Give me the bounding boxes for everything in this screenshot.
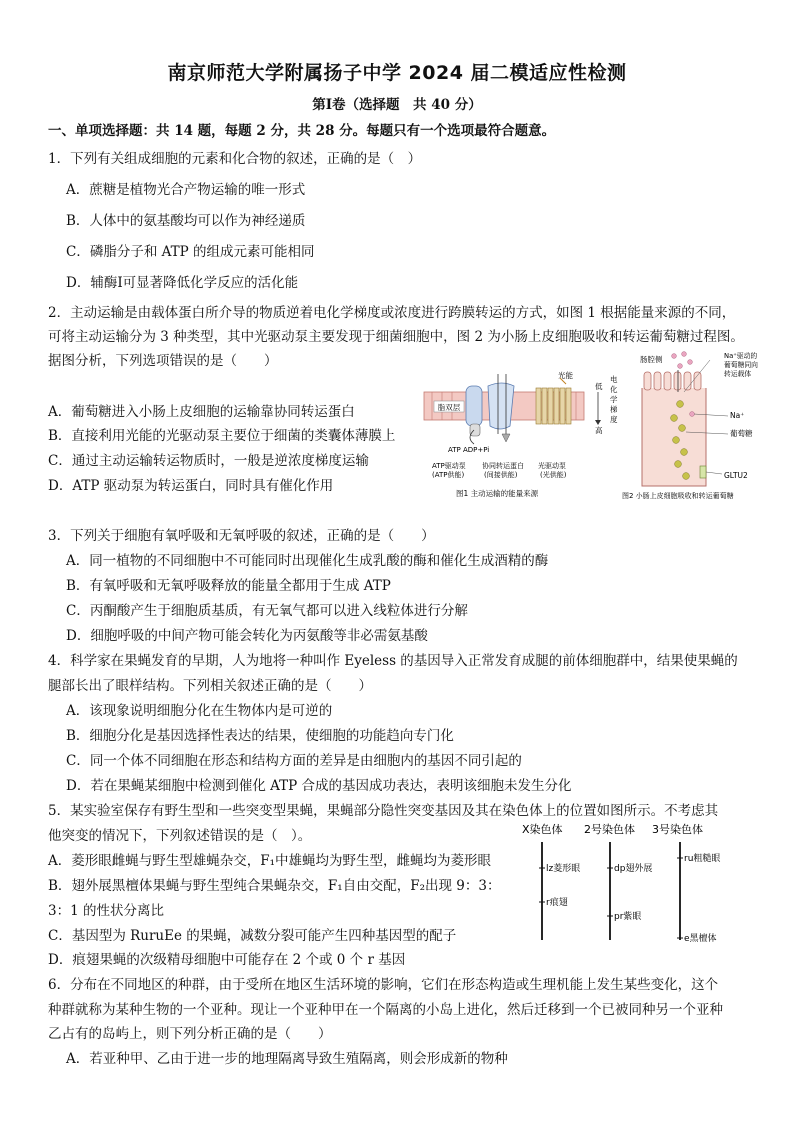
q2-option-a: A．葡萄糖进入小肠上皮细胞的运输靠协同转运蛋白 — [48, 404, 355, 420]
q4-stem-line-2: 腿部长出了眼样结构。下列相关叙述正确的是（ ） — [48, 678, 372, 694]
q5-option-b: B．翅外展黑檀体果蝇与野生型纯合果蝇杂交，F₁自由交配，F₂出现 9：3： — [48, 878, 501, 894]
q3-option-a: A．同一植物的不同细胞中不可能同时出现催化生成乳酸的酶和催化生成酒精的酶 — [66, 553, 549, 569]
light-pump-caption-1: 光驱动泵 — [538, 462, 566, 470]
q5-option-a: A．菱形眼雌蝇与野生型雄蝇杂交，F₁中雄蝇均为野生型，雌蝇均为菱形眼 — [48, 853, 492, 869]
q1-option-d: D．辅酶Ⅰ可显著降低化学反应的活化能 — [66, 275, 299, 291]
section-heading: 一、单项选择题：共 14 题，每题 2 分，共 28 分。每题只有一个选项最符合题意。 — [48, 123, 556, 139]
q5-option-b-cont: 3：1 的性状分离比 — [48, 903, 164, 919]
gene-r: r痕翅 — [546, 898, 568, 908]
q1-stem: 1．下列有关组成细胞的元素和化合物的叙述，正确的是（ ） — [48, 151, 422, 167]
q4-option-c: C．同一个体不同细胞在形态和结构方面的差异是由细胞内的基因不同引起的 — [66, 753, 522, 769]
gradient-char-3: 学 — [610, 395, 618, 404]
cotransport-caption-2: (间接供能) — [484, 471, 518, 479]
q2-option-b: B．直接利用光能的光驱动泵主要位于细菌的类囊体薄膜上 — [48, 428, 396, 444]
q6-stem-line-3: 乙占有的岛屿上，则下列分析正确的是（ ） — [48, 1026, 332, 1042]
gene-pr: pr紫眼 — [614, 912, 642, 922]
q4-option-a: A．该现象说明细胞分化在生物体内是可逆的 — [66, 703, 333, 719]
q1-option-b: B．人体中的氨基酸均可以作为神经递质 — [66, 213, 306, 229]
figure-1-caption: 图1 主动运输的能量来源 — [456, 489, 539, 498]
q3-stem: 3．下列关于细胞有氧呼吸和无氧呼吸的叙述，正确的是（ ） — [48, 528, 435, 544]
light-energy-label: 光能 — [558, 371, 573, 380]
q3-option-b: B．有氧呼吸和无氧呼吸释放的能量全都用于生成 ATP — [66, 578, 391, 594]
q3-option-c: C．丙酮酸产生于细胞质基质，有无氧气都可以进入线粒体进行分解 — [66, 603, 468, 619]
atp-pump-caption-1: ATP驱动泵 — [432, 462, 466, 470]
figure-2-intestinal-cell — [620, 348, 774, 502]
glucose-label: 葡萄糖 — [730, 429, 753, 438]
gene-ru: ru粗糙眼 — [684, 854, 721, 864]
gene-e: e黑檀体 — [684, 934, 717, 944]
q3-option-d: D．细胞呼吸的中间产物可能会转化为丙氨酸等非必需氨基酸 — [66, 628, 428, 644]
figure-1-active-transport — [418, 370, 630, 502]
section-subtitle: 第Ⅰ卷（选择题 共 40 分） — [312, 97, 482, 113]
q5-option-d: D．痕翅果蝇的次级精母细胞中可能存在 2 个或 0 个 r 基因 — [48, 952, 406, 968]
light-pump-caption-2: (光供能) — [540, 471, 567, 479]
x-chromosome-title: X染色体 — [522, 823, 563, 836]
q4-option-b: B．细胞分化是基因选择性表达的结果，使细胞的功能趋向专门化 — [66, 728, 454, 744]
gradient-char-4: 梯 — [610, 405, 618, 414]
carrier-label-3: 转运载体 — [724, 370, 752, 378]
q6-stem-line-1: 6．分布在不同地区的种群，由于受所在地区生活环境的影响，它们在形态构造或生理机能上发生某些变化，这个 — [48, 977, 719, 993]
carrier-label-2: 葡萄糖同向 — [724, 361, 758, 369]
cotransport-caption-1: 协同转运蛋白 — [482, 462, 524, 470]
q2-option-d: D．ATP 驱动泵为转运蛋白，同时具有催化作用 — [48, 478, 334, 494]
q6-option-a: A．若亚种甲、乙由于进一步的地理隔离导致生殖隔离，则会形成新的物种 — [66, 1051, 508, 1067]
atp-pump — [466, 386, 482, 426]
q4-option-d: D．若在果蝇某细胞中检测到催化 ATP 合成的基因成功表达，表明该细胞未发生分化 — [66, 778, 572, 794]
chromosome-2-title: 2号染色体 — [584, 823, 635, 836]
q2-stem-line-1: 2．主动运输是由载体蛋白所介导的物质逆着电化学梯度或浓度进行跨膜转运的方式，如图 1 根据能量来源的不同， — [48, 305, 736, 321]
gradient-high-label: 高 — [595, 426, 603, 435]
q5-option-c: C．基因型为 RuruEe 的果蝇，减数分裂可能产生四种基因型的配子 — [48, 928, 457, 944]
q5-stem-line-2: 他突变的情况下，下列叙述错误的是（ ）。 — [48, 828, 312, 844]
atp-adp-label: ATP ADP+Pi — [448, 446, 490, 454]
glut2-label: GLTU2 — [724, 471, 748, 480]
carrier-label-1: Na⁺驱动的 — [724, 352, 758, 360]
q1-option-a: A．蔗糖是植物光合产物运输的唯一形式 — [66, 182, 306, 198]
figure-2-caption: 图2 小肠上皮细胞吸收和转运葡萄糖 — [622, 492, 734, 500]
q2-option-c: C．通过主动运输转运物质时，一般是逆浓度梯度运输 — [48, 453, 369, 469]
chromosome-diagram — [522, 820, 738, 944]
gradient-low-label: 低 — [595, 382, 603, 391]
microvilli — [644, 372, 701, 390]
gene-dp: dp翅外展 — [614, 864, 653, 874]
q2-stem-line-2: 可将主动运输分为 3 种类型，其中光驱动泵主要发现于细菌细胞中，图 2 为小肠上皮细胞吸收和转运葡萄糖过程图。 — [48, 329, 744, 345]
gradient-char-2: 化 — [610, 385, 618, 394]
q2-stem-line-3: 据图分析，下列选项错误的是（ ） — [48, 353, 278, 369]
gradient-char-1: 电 — [610, 375, 618, 384]
q6-stem-line-2: 种群就称为某种生物的一个亚种。现让一个亚种甲在一个隔离的小岛上进化，然后迁移到一个已被同种另一个亚种 — [48, 1002, 723, 1018]
na-ion-label: Na⁺ — [730, 411, 745, 420]
gene-lz: lz菱形眼 — [546, 864, 581, 874]
atp-pump-caption-2: (ATP供能) — [432, 471, 465, 479]
chromosome-3-title: 3号染色体 — [652, 823, 703, 836]
q1-option-c: C．磷脂分子和 ATP 的组成元素可能相同 — [66, 244, 315, 260]
lumen-side-label: 肠腔侧 — [640, 355, 663, 364]
q4-stem-line-1: 4．科学家在果蝇发育的早期，人为地将一种叫作 Eyeless 的基因导入正常发育成腿的前体细胞群中，结果使果蝇的 — [48, 653, 738, 669]
cotransporter — [488, 383, 514, 429]
gradient-char-5: 度 — [610, 415, 618, 424]
page-title: 南京师范大学附属扬子中学 2024 届二模适应性检测 — [167, 62, 627, 84]
lipid-label: 脂双层 — [437, 403, 461, 412]
q5-stem-line-1: 5．某实验室保存有野生型和一些突变型果蝇，果蝇部分隐性突变基因及其在染色体上的位置如图所示。不考虑其 — [48, 803, 719, 819]
